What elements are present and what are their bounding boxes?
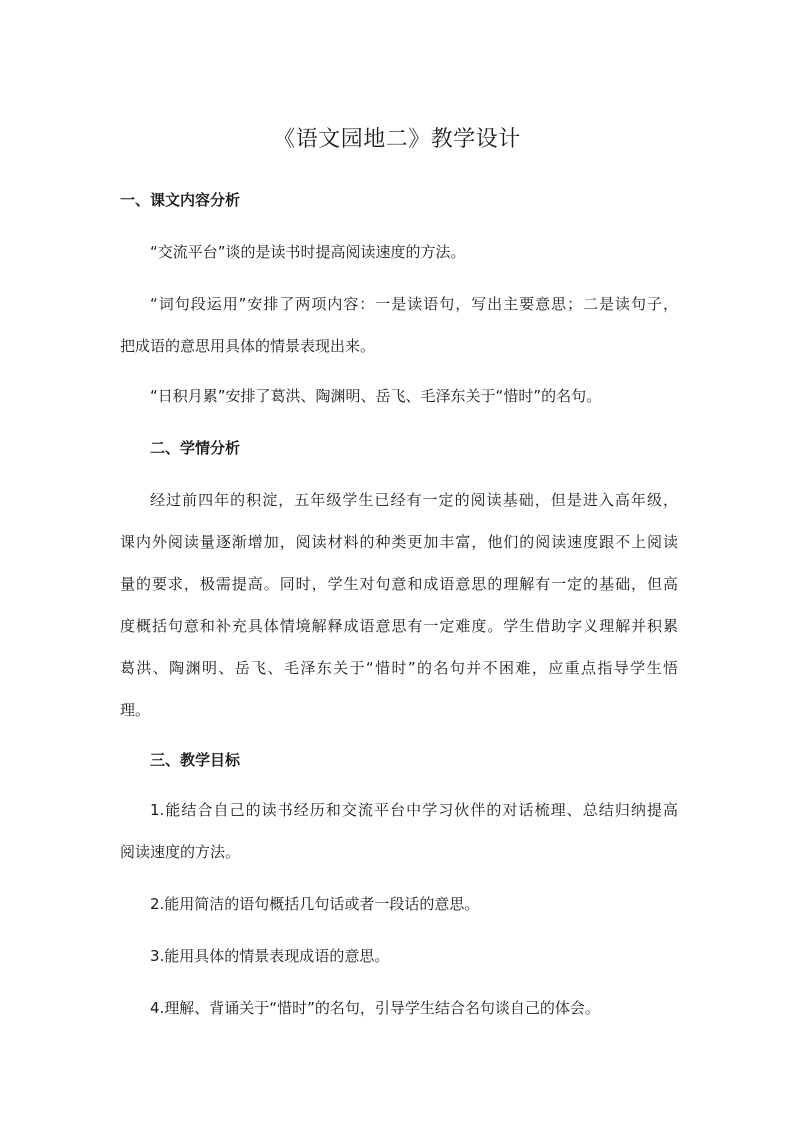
learner-analysis-line6: 理。 xyxy=(120,701,151,719)
learner-analysis-line3: 量的要求，极需提高。同时，学生对句意和成语意思的理解有一定的基础，但高 xyxy=(120,575,678,593)
paragraph-exchange-platform: “交流平台”谈的是读书时提高阅读速度的方法。 xyxy=(150,243,466,261)
goal-3: 3.能用具体的情景表现成语的意思。 xyxy=(150,947,390,965)
goal-1-line1: 1.能结合自己的读书经历和交流平台中学习伙伴的对话梳理、总结归纳提高 xyxy=(150,801,678,819)
goal-1-line2: 阅读速度的方法。 xyxy=(120,843,241,861)
learner-analysis-line4: 度概括句意和补充具体情境解释成语意思有一定难度。学生借助字义理解并积累 xyxy=(120,617,678,635)
goal-2: 2.能用简洁的语句概括几句话或者一段话的意思。 xyxy=(150,895,480,913)
document-title: 《语文园地二》教学设计 xyxy=(273,127,521,152)
paragraph-word-sentence-line1: “词句段运用”安排了两项内容：一是读语句，写出主要意思；二是读句子， xyxy=(150,295,678,313)
learner-analysis-line2: 课内外阅读量逐渐增加，阅读材料的种类更加丰富，他们的阅读速度跟不上阅读 xyxy=(120,533,678,551)
paragraph-daily-accumulation: “日积月累”安排了葛洪、陶渊明、岳飞、毛泽东关于“惜时”的名句。 xyxy=(150,387,602,405)
learner-analysis-line1: 经过前四年的积淀，五年级学生已经有一定的阅读基础，但是进入高年级， xyxy=(150,491,678,509)
section-heading-learner-analysis: 二、学情分析 xyxy=(150,439,241,457)
paragraph-word-sentence-line2: 把成语的意思用具体的情景表现出来。 xyxy=(120,337,376,355)
goal-4: 4.理解、背诵关于“惜时”的名句，引导学生结合名句谈自己的体会。 xyxy=(150,999,600,1017)
section-heading-teaching-goals: 三、教学目标 xyxy=(150,751,241,769)
section-heading-content-analysis: 一、课文内容分析 xyxy=(120,191,241,209)
learner-analysis-line5: 葛洪、陶渊明、岳飞、毛泽东关于“惜时”的名句并不困难，应重点指导学生悟 xyxy=(120,659,678,677)
